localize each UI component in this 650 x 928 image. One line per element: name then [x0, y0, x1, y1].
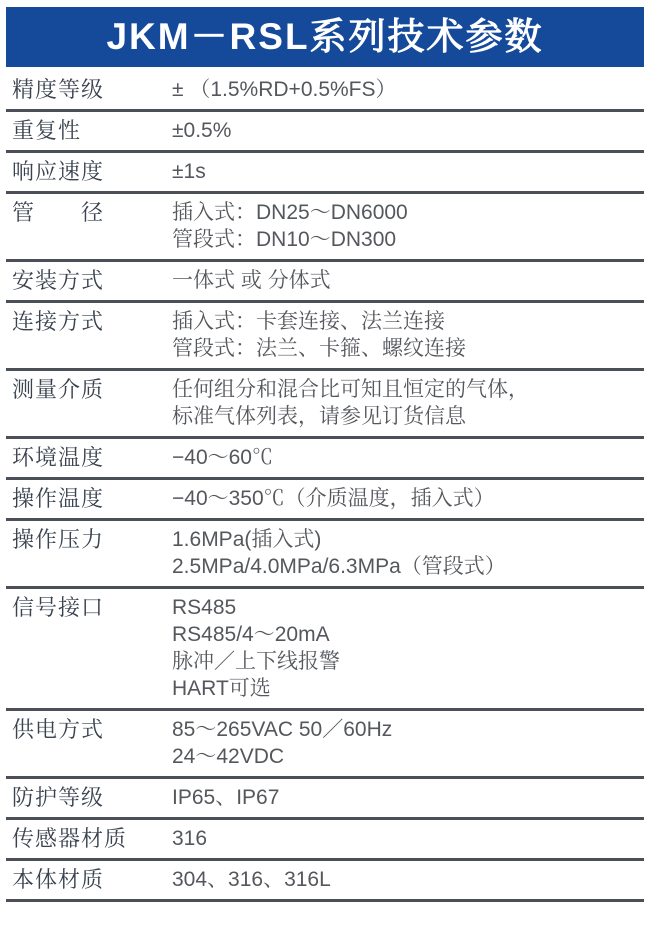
row-values [172, 594, 640, 702]
table-row [6, 521, 644, 589]
spec-table [6, 71, 644, 902]
table-row [6, 112, 644, 153]
row-label: 安装方式 [12, 268, 105, 293]
row-values [172, 76, 640, 103]
row-label: 操作温度 [12, 486, 105, 511]
value-line: 插入式：DN25～DN6000 [172, 201, 408, 224]
row-label: 信号接口 [12, 595, 105, 620]
row-values [172, 117, 640, 144]
value-line: 标准气体列表，请参见订货信息 [172, 405, 466, 428]
value-line: ±0.5% [172, 119, 232, 142]
row-values [172, 526, 640, 580]
table-row [6, 71, 644, 112]
table-row [6, 194, 644, 262]
table-row [6, 861, 644, 902]
value-line: 85～265VAC 50／60Hz [172, 718, 393, 741]
value-line: 任何组分和混合比可知且恒定的气体， [172, 378, 529, 401]
value-line: 316 [172, 827, 208, 850]
table-row [6, 820, 644, 861]
row-values [172, 199, 640, 253]
value-line: 脉冲／上下线报警 [172, 650, 340, 673]
value-line: −40～60℃ [172, 446, 273, 469]
value-line: 一体式 或 分体式 [172, 269, 331, 292]
row-label: 操作压力 [12, 527, 105, 552]
value-line: RS485 [172, 596, 237, 619]
row-label: 管 径 [12, 200, 105, 225]
row-label: 环境温度 [12, 445, 105, 470]
row-values [172, 267, 640, 294]
value-line: 24～42VDC [172, 745, 285, 768]
row-label: 重复性 [12, 118, 82, 143]
table-row [6, 371, 644, 439]
row-values [172, 866, 640, 893]
row-values [172, 158, 640, 185]
value-line: RS485/4～20mA [172, 623, 330, 646]
value-line: ±1s [172, 160, 206, 183]
row-values [172, 716, 640, 770]
row-label: 响应速度 [12, 159, 105, 184]
row-label: 供电方式 [12, 717, 105, 742]
value-line: 管段式：DN10～DN300 [172, 228, 397, 251]
value-line: 管段式：法兰、卡箍、螺纹连接 [172, 337, 466, 360]
value-line: 插入式：卡套连接、法兰连接 [172, 310, 445, 333]
table-row [6, 303, 644, 371]
row-label: 防护等级 [12, 785, 105, 810]
row-label: 连接方式 [12, 309, 105, 334]
table-row [6, 439, 644, 480]
value-line: HART可选 [172, 677, 271, 700]
row-values [172, 376, 640, 430]
table-row [6, 589, 644, 711]
row-label: 精度等级 [12, 77, 105, 102]
row-label: 本体材质 [12, 867, 105, 892]
table-row [6, 711, 644, 779]
table-row [6, 779, 644, 820]
page-title: JKM－RSL系列技术参数 [6, 7, 644, 67]
row-values [172, 485, 640, 512]
row-values [172, 825, 640, 852]
row-values [172, 444, 640, 471]
value-line: IP65、IP67 [172, 786, 280, 809]
value-line: 2.5MPa/4.0MPa/6.3MPa（管段式） [172, 555, 506, 578]
row-values [172, 784, 640, 811]
row-values [172, 308, 640, 362]
table-row [6, 480, 644, 521]
value-line: 1.6MPa(插入式) [172, 528, 322, 551]
value-line: −40～350℃（介质温度，插入式） [172, 487, 495, 510]
value-line: ± （1.5%RD+0.5%FS） [172, 78, 397, 101]
value-line: 304、316、316L [172, 868, 331, 891]
row-label: 测量介质 [12, 377, 105, 402]
row-label: 传感器材质 [12, 826, 128, 851]
table-row [6, 262, 644, 303]
table-row [6, 153, 644, 194]
